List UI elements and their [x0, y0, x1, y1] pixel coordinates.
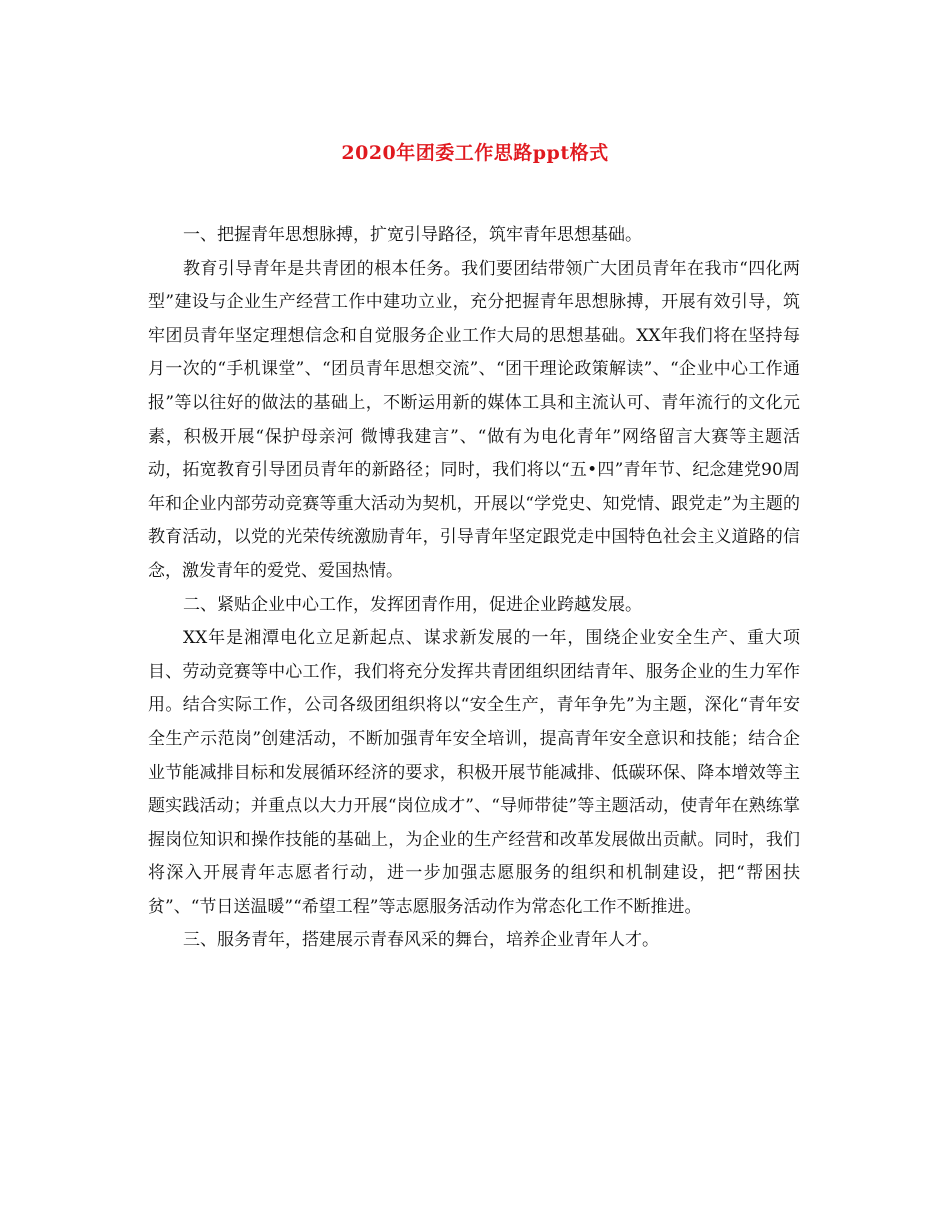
section-heading-2: 二、紧贴企业中心工作，发挥团青作用，促进企业跨越发展。: [183, 594, 642, 615]
document-body: [148, 219, 800, 958]
section-heading-1: 一、把握青年思想脉搏，扩宽引导路径，筑牢青年思想基础。: [183, 225, 642, 245]
document-title: 2020年团委工作思路ppt格式: [341, 142, 609, 164]
section-heading-3: 三、服务青年，搭建展示青春风采的舞台，培养企业青年人才。: [183, 930, 659, 951]
paragraph-2: XX年是湘潭电化立足新起点、谋求新发展的一年，围绕企业安全生产、重大项目、劳动竞赛等中心工作，我们将充分发挥共青团组织团结青年、服务企业的生力军作用。结合实际工作，公司各级团组织将以“安全生产，青年争先”为主题，深化“青年安全生产示范岗”创建活动，不断加强青年安全培训，提高青年安全意识和技能；结合企业节能减排目标和发展循环经济的要求，积极开展节能减排、低碳环保、降本增效等主题实践活动；并重点以大力开展“岗位成才”、“导师带徒”等主题活动，使青年在熟练掌握岗位知识和操作技能的基础上，为企业的生产经营和改革发展做出贡献。同时，我们将深入开展青年志愿者行动，进一步加强志愿服务的组织和机制建设，把“帮困扶贫”、“节日送温暖”“希望工程”等志愿服务活动作为常态化工作不断推进。: [148, 628, 800, 917]
paragraph-1: 教育引导青年是共青团的根本任务。我们要团结带领广大团员青年在我市“四化两型”建设与企业生产经营工作中建功立业，充分把握青年思想脉搏，开展有效引导，筑牢团员青年坚定理想信念和自觉服务企业工作大局的思想基础。XX年我们将在坚持每月一次的“手机课堂”、“团员青年思想交流”、“团干理论政策解读”、“企业中心工作通报”等以往好的做法的基础上，不断运用新的媒体工具和主流认可、青年流行的文化元素，积极开展“保护母亲河 微博我建言”、“做有为电化青年”网络留言大赛等主题活动，拓宽教育引导团员青年的新路径；同时，我们将以“五•四”青年节、纪念建党90周年和企业内部劳动竞赛等重大活动为契机，开展以“学党史、知党情、跟党走”为主题的教育活动，以党的光荣传统激励青年，引导青年坚定跟党走中国特色社会主义道路的信念，激发青年的爱党、爱国热情。: [148, 258, 800, 581]
